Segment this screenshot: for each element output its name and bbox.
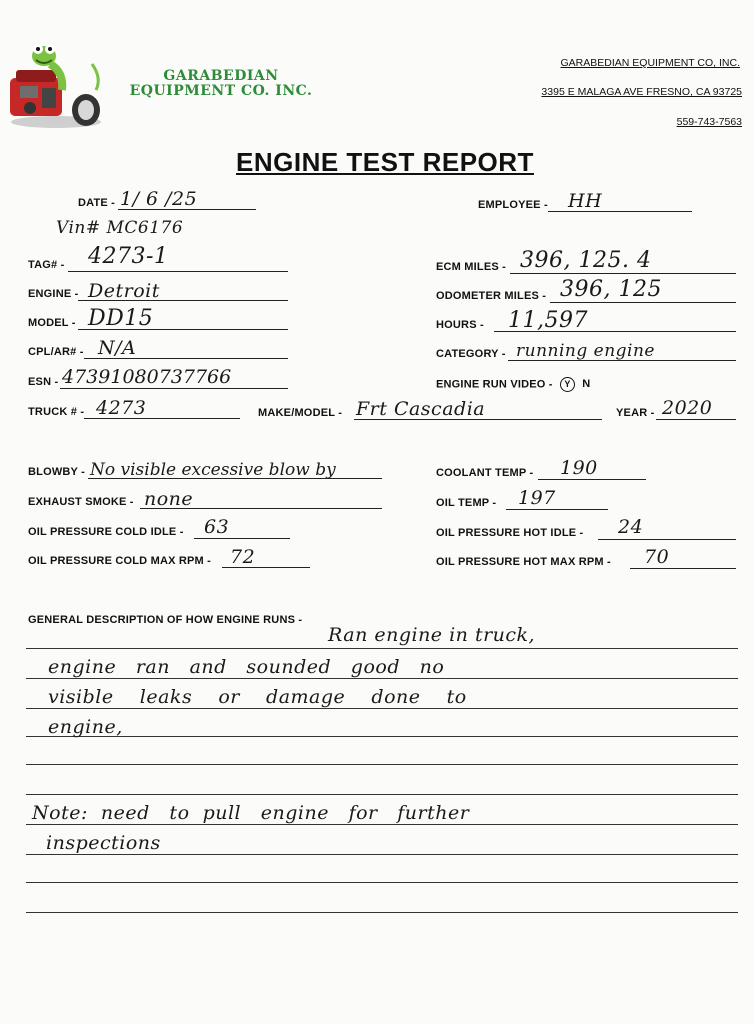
hours-value: 11,597 [508,308,588,333]
note-line-2: inspections [46,832,161,854]
run-video-no: N [582,378,591,391]
oil-pressure-cold-max-label: OIL PRESSURE COLD MAX RPM - [28,555,212,567]
header-phone: 559-743-7563 [676,116,742,128]
frog-engine-logo-icon [6,38,106,130]
description-line-2: engine ran and sounded good no [48,656,445,678]
vin-value: Vin# MC6176 [56,218,184,238]
tag-value: 4273-1 [88,244,169,269]
description-rule-5 [26,764,738,765]
year-underline [656,419,736,420]
ecm-miles-label: ECM MILES - [436,261,507,273]
coolant-temp-label: COOLANT TEMP - [436,467,534,479]
description-rule-7 [26,824,738,825]
oil-temp-value: 197 [518,487,556,509]
odometer-underline [550,302,736,303]
description-line-4: engine, [48,716,123,738]
company-logo-text [118,69,324,99]
run-video-yes-circled [560,377,575,392]
engine-run-video-label [436,377,590,392]
odometer-label: ODOMETER MILES - [436,290,547,302]
description-rule-6 [26,794,738,795]
date-label: DATE - [78,197,116,209]
tag-underline [68,271,288,272]
tag-label: TAG# - [28,259,65,271]
blowby-label: BLOWBY - [28,466,86,478]
oil-temp-underline [506,509,608,510]
ecm-miles-underline [510,273,736,274]
year-value: 2020 [662,397,713,419]
description-rule-9 [26,882,738,883]
description-line-3: visible leaks or damage done to [48,686,467,708]
description-rule-4 [26,736,738,737]
description-rule-3 [26,708,738,709]
make-model-value: Frt Cascadia [356,398,486,420]
odometer-value: 396, 125 [560,277,662,302]
model-value: DD15 [88,306,154,331]
hours-label: HOURS - [436,319,484,331]
oil-pressure-cold-idle-underline [194,538,290,539]
esn-value: 47391080737766 [62,366,232,388]
company-logo [6,38,106,130]
year-label: YEAR - [616,407,655,419]
esn-underline [60,388,288,389]
oil-pressure-hot-max-underline [630,568,736,569]
oil-pressure-hot-idle-label: OIL PRESSURE HOT IDLE - [436,527,584,539]
general-description-label: GENERAL DESCRIPTION OF HOW ENGINE RUNS - [28,614,303,626]
oil-temp-label: OIL TEMP - [436,497,497,509]
description-rule-10 [26,912,738,913]
description-line-1: Ran engine in truck, [328,624,536,646]
employee-value: HH [568,190,603,212]
coolant-temp-value: 190 [560,457,598,479]
engine-label: ENGINE - [28,288,79,300]
category-value: running engine [516,341,655,361]
note-line-1: Note: need to pull engine for further [32,802,470,824]
category-label: CATEGORY - [436,348,506,360]
ecm-miles-value: 396, 125. 4 [520,248,652,273]
header-address: 3395 E MALAGA AVE FRESNO, CA 93725 [541,86,742,98]
company-name-line2: EQUIPMENT CO. INC. [129,83,313,99]
exhaust-smoke-label: EXHAUST SMOKE - [28,496,134,508]
page-title: ENGINE TEST REPORT [236,147,534,177]
oil-pressure-hot-idle-value: 24 [618,516,644,538]
header-company-name: GARABEDIAN EQUIPMENT CO, INC. [560,57,740,69]
exhaust-smoke-value: none [144,488,194,510]
employee-label: EMPLOYEE - [478,199,548,211]
cpl-label: CPL/AR# - [28,346,84,358]
company-name-line1: GARABEDIAN [163,68,279,84]
cpl-value: N/A [98,337,137,359]
oil-pressure-hot-idle-underline [598,539,736,540]
description-rule-2 [26,678,738,679]
oil-pressure-cold-max-value: 72 [230,546,256,568]
run-video-yes: Y [564,379,571,389]
oil-pressure-hot-max-value: 70 [644,546,670,568]
oil-pressure-cold-idle-value: 63 [204,516,230,538]
engine-value: Detroit [88,280,160,302]
make-model-label: MAKE/MODEL - [258,407,343,419]
blowby-value: No visible excessive blow by [90,460,336,480]
description-rule-8 [26,854,738,855]
description-rule-1 [26,648,738,649]
model-label: MODEL - [28,317,76,329]
truck-label: TRUCK # - [28,406,85,418]
coolant-temp-underline [538,479,646,480]
date-value: 1/ 6 /25 [120,188,198,210]
oil-pressure-cold-idle-label: OIL PRESSURE COLD IDLE - [28,526,184,538]
oil-pressure-hot-max-label: OIL PRESSURE HOT MAX RPM - [436,556,611,568]
truck-value: 4273 [96,397,147,419]
esn-label: ESN - [28,376,59,388]
engine-run-video-text: ENGINE RUN VIDEO - [436,378,553,391]
